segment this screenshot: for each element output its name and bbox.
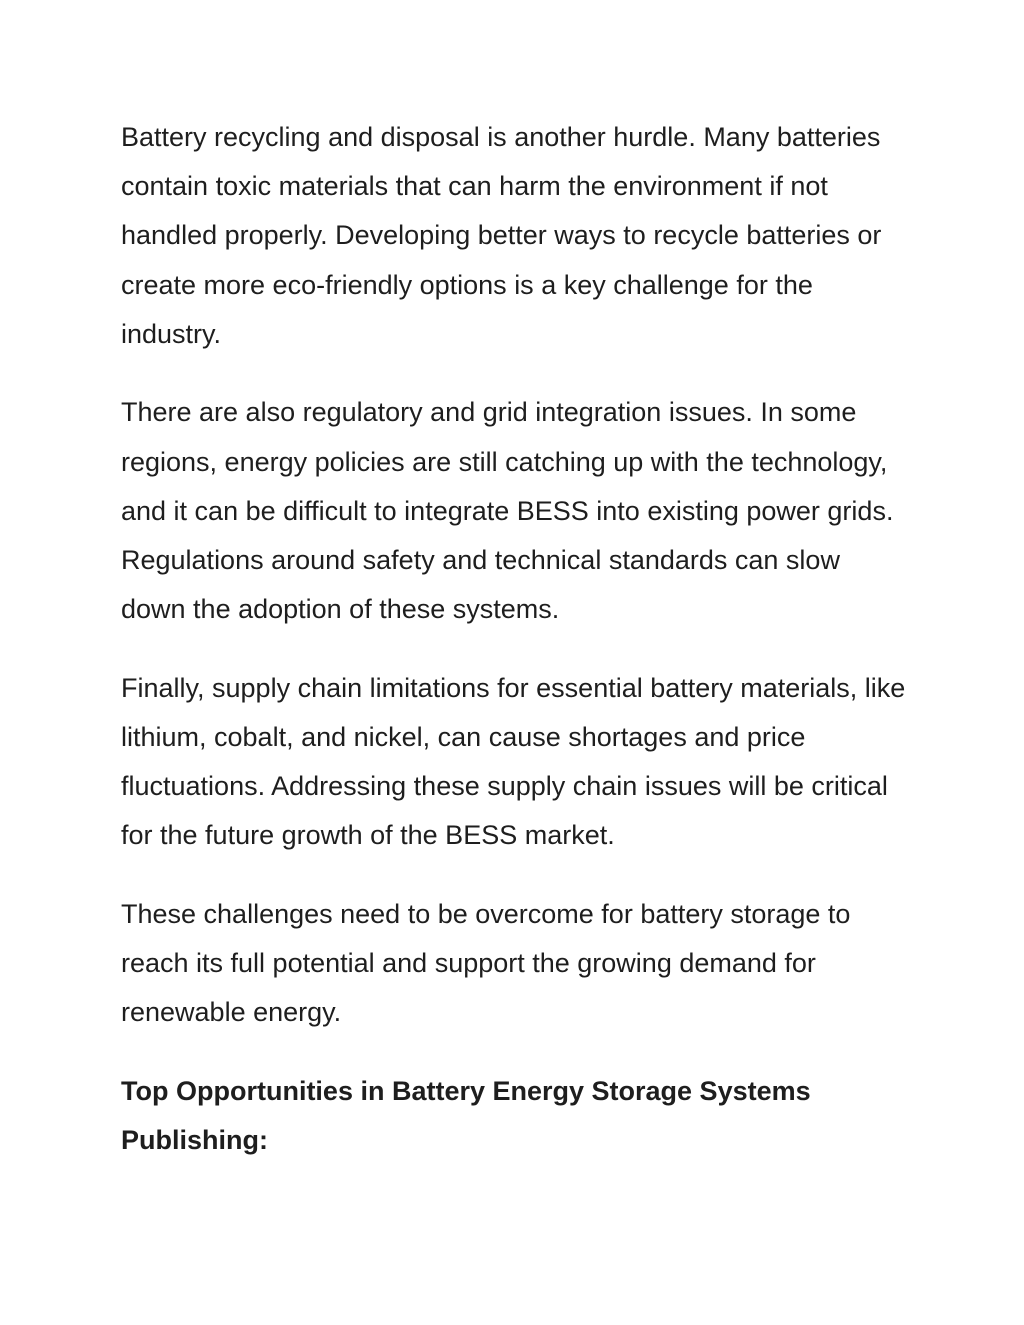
paragraph-recycling: Battery recycling and disposal is another hurdle. Many batteries contain toxic materials that can harm the environment if not handled properly. Developing better ways to recycle batteries or create more eco-friendly options is a key challenge for the industry. [121,122,882,349]
section-heading: Top Opportunities in Battery Energy Storage Systems Publishing: [121,1076,811,1156]
paragraph-supply-chain: Finally, supply chain limitations for essential battery materials, like lithium, cobalt, and nickel, can cause shortages and price fluctuations. Addressing these supply chain issues will be critical for the future growth of the BESS market. [121,672,906,851]
document-page [121,113,911,1165]
paragraph-challenges-summary: These challenges need to be overcome for battery storage to reach its full potential and support the growing demand for renewable energy. [121,899,851,1028]
paragraph-regulatory: There are also regulatory and grid integration issues. In some regions, energy policies are still catching up with the technology, and it can be difficult to integrate BESS into existing power grids. Regulations around safety and technical standards can slow down the adoption of these systems. [121,397,894,625]
